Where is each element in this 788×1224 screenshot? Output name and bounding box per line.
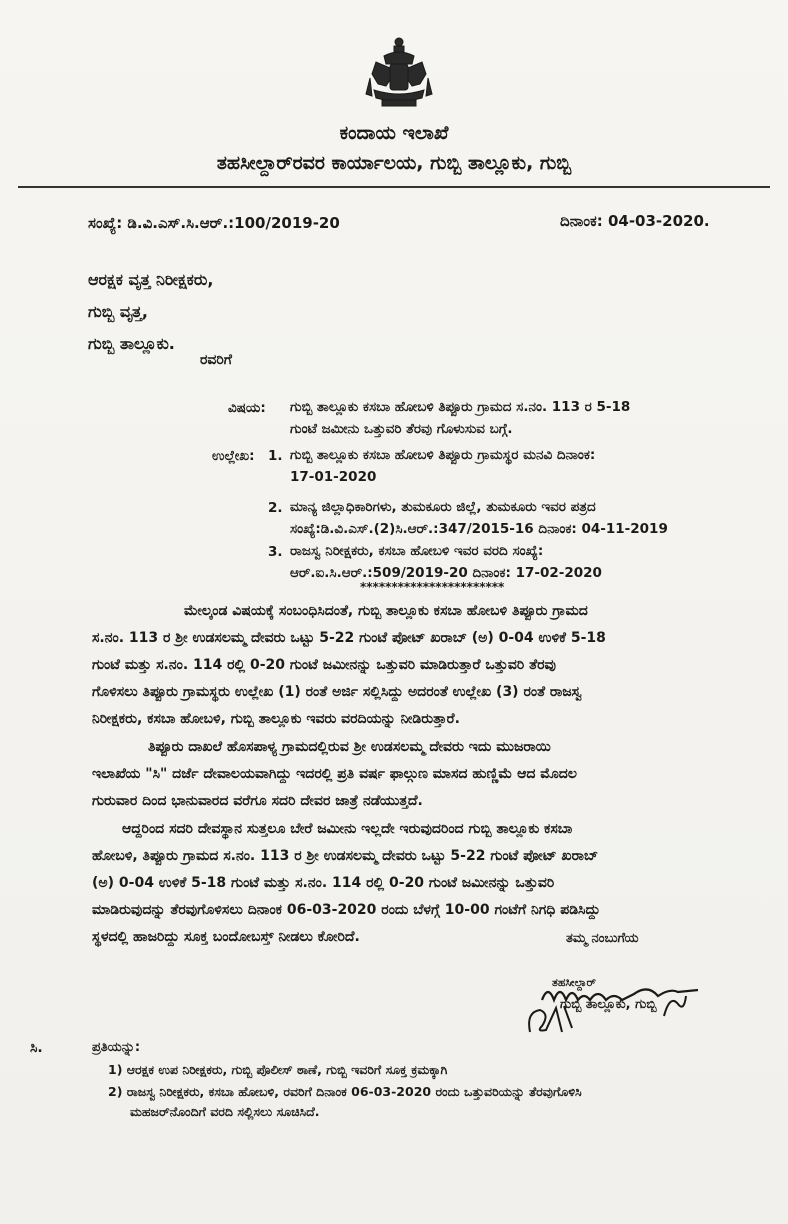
subject-text xyxy=(290,396,710,440)
section-separator: *********************** xyxy=(360,580,505,594)
body-line: ಗುಂಟೆ ಮತ್ತು ಸ.ನಂ. 114 ರಲ್ಲಿ 0-20 ಗುಂಟೆ ಜಮೀನನ್ನು ಒತ್ತುವರಿ ಮಾಡಿರುತ್ತಾರೆ ಒತ್ತುವರಿ ತೆರವು xyxy=(92,657,556,673)
body-line: ಗುರುವಾರ ದಿಂದ ಭಾನುವಾರದ ವರೆಗೂ ಸದರಿ ದೇವರ ಜಾತ್ರೆ ನಡೆಯುತ್ತದೆ. xyxy=(92,793,423,809)
reference-item-line: ಗುಬ್ಬಿ ತಾಲ್ಲೂಕು ಕಸಬಾ ಹೋಬಳಿ ತಿಪ್ಪೂರು ಗ್ರಾಮಸ್ಥರ ಮನವಿ ದಿನಾಂಕ: xyxy=(290,447,596,463)
reference-item-number: 1. xyxy=(268,448,283,464)
office-heading: ತಹಸೀಲ್ದಾರ್‌ರವರ ಕಾರ್ಯಾಲಯ, ಗುಬ್ಬಿ ತಾಲ್ಲೂಕು, ಗುಬ್ಬಿ xyxy=(216,152,572,174)
body-line: ಸ್ಥಳದಲ್ಲಿ ಹಾಜರಿದ್ದು ಸೂಕ್ತ ಬಂದೋಬಸ್ತ್ ನೀಡಲು ಕೋರಿದೆ. xyxy=(92,929,360,945)
department-heading: ಕಂದಾಯ ಇಲಾಖೆ xyxy=(339,122,449,144)
karnataka-state-emblem-icon xyxy=(364,34,434,112)
signoff-office-text: ಗುಬ್ಬಿ ತಾಲ್ಲೂಕು, ಗುಬ್ಬಿ xyxy=(560,997,657,1012)
addressee-line-4: ರವರಿಗೆ xyxy=(200,352,232,368)
reference-item xyxy=(290,496,710,540)
subject-label: ವಿಷಯ: xyxy=(228,400,266,416)
copy-item: 1) ಆರಕ್ಷಕ ಉಪ ನಿರೀಕ್ಷಕರು, ಗುಬ್ಬಿ ಪೊಲೀಸ್ ಠಾಣೆ, ಗುಬ್ಬಿ ಇವರಿಗೆ ಸೂಕ್ತ ಕ್ರಮಕ್ಕಾಗಿ xyxy=(108,1062,448,1077)
subject-line-1: ಗುಬ್ಬಿ ತಾಲ್ಲೂಕು ಕಸಬಾ ಹೋಬಳಿ ತಿಪ್ಪೂರು ಗ್ರಾಮದ ಸ.ನಂ. 113 ರ 5-18 xyxy=(290,399,631,415)
letter-date: ದಿನಾಂಕ: 04-03-2020. xyxy=(560,212,710,230)
body-line: (ಅ) 0-04 ಉಳಿಕೆ 5-18 ಗುಂಟೆ ಮತ್ತು ಸ.ನಂ. 114 ರಲ್ಲಿ 0-20 ಗುಂಟೆ ಜಮೀನನ್ನು ಒತ್ತುವರಿ xyxy=(92,875,555,891)
reference-item-line: ಆರ್.ಐ.ಸಿ.ಆರ್.:509/2019-20 ದಿನಾಂಕ: 17-02-2020 xyxy=(290,565,602,581)
body-line: ಹೋಬಳಿ, ತಿಪ್ಪೂರು ಗ್ರಾಮದ ಸ.ನಂ. 113 ರ ಶ್ರೀ ಉಡಸಲಮ್ಮ ದೇವರು ಒಟ್ಟು 5-22 ಗುಂಟೆ ಪೋಟ್ ಖರಾಬ್ xyxy=(92,848,599,864)
initials-mark xyxy=(522,992,582,1040)
body-line: ಸ.ನಂ. 113 ರ ಶ್ರೀ ಉಡಸಲಮ್ಮ ದೇವರು ಒಟ್ಟು 5-22 ಗುಂಟೆ ಪೋಟ್ ಖರಾಬ್ (ಅ) 0-04 ಉಳಿಕೆ 5-18 xyxy=(92,630,606,646)
body-line: ಮಾಡಿರುವುದನ್ನು ತೆರವುಗೊಳಿಸಲು ದಿನಾಂಕ 06-03-2020 ರಂದು ಬೆಳಗ್ಗೆ 10-00 ಗಂಟೆಗೆ ನಿಗಧಿ ಪಡಿಸಿದ್ದು xyxy=(92,902,601,918)
references-label: ಉಲ್ಲೇಖ: xyxy=(212,448,255,464)
addressee-line-2: ಗುಬ್ಬಿ ವೃತ್ತ, xyxy=(88,302,148,321)
body-paragraph-2 xyxy=(92,734,722,815)
body-line: ಗೊಳಿಸಲು ತಿಪ್ಪೂರು ಗ್ರಾಮಸ್ಥರು ಉಲ್ಲೇಖ (1) ರಂತೆ ಅರ್ಜಿ ಸಲ್ಲಿಸಿದ್ದು ಅದರಂತೆ ಉಲ್ಲೇಖ (3) ರಂತೆ ರಾಜಸ್ವ xyxy=(92,684,582,700)
reference-item-line: ಸಂಖ್ಯೆ:ಡಿ.ವಿ.ಎಸ್.(2)ಸಿ.ಆರ್.:347/2015-16 ದಿನಾಂಕ: 04-11-2019 xyxy=(290,521,668,537)
designation-text: ತಹಸೀಲ್ದಾರ್ xyxy=(552,976,596,989)
copy-item: ಮಹಜರ್‌ನೊಂದಿಗೆ ವರದಿ ಸಲ್ಲಿಸಲು ಸೂಚಿಸಿದೆ. xyxy=(130,1104,320,1119)
body-line: ಮೇಲ್ಕಂಡ ವಿಷಯಕ್ಕೆ ಸಂಬಂಧಿಸಿದಂತೆ, ಗುಬ್ಬಿ ತಾಲ್ಲೂಕು ಕಸಬಾ ಹೋಬಳಿ ತಿಪ್ಪೂರು ಗ್ರಾಮದ xyxy=(184,603,588,619)
body-line: ಆದ್ದರಿಂದ ಸದರಿ ದೇವಸ್ಥಾನ ಸುತ್ತಲೂ ಬೇರೆ ಜಮೀನು ಇಲ್ಲದೇ ಇರುವುದರಿಂದ ಗುಬ್ಬಿ ತಾಲ್ಲೂಕು ಕಸಬಾ xyxy=(122,821,573,837)
reference-number: ಸಂಖ್ಯೆ: ಡಿ.ವಿ.ಎಸ್.ಸಿ.ಆರ್.:100/2019-20 xyxy=(88,214,340,232)
reference-item-number: 2. xyxy=(268,500,283,516)
reference-item-line: ಮಾನ್ಯ ಜಿಲ್ಲಾಧಿಕಾರಿಗಳು, ತುಮಕೂರು ಜಿಲ್ಲೆ, ತುಮಕೂರು ಇವರ ಪತ್ರದ xyxy=(290,499,596,515)
copy-item: 2) ರಾಜಸ್ವ ನಿರೀಕ್ಷಕರು, ಕಸಬಾ ಹೋಬಳಿ, ರವರಿಗೆ ದಿನಾಂಕ 06-03-2020 ರಂದು ಒತ್ತುವರಿಯನ್ನು ತೆರವುಗೊಳಿಸಿ xyxy=(108,1084,582,1099)
addressee-line-3: ಗುಬ್ಬಿ ತಾಲ್ಲೂಕು. xyxy=(88,334,175,353)
closing-text: ತಮ್ಮ ನಂಬುಗೆಯ xyxy=(566,931,639,946)
body-line: ತಿಪ್ಪೂರು ದಾಖಲೆ ಹೊಸಪಾಳ್ಯ ಗ್ರಾಮದಲ್ಲಿರುವ ಶ್ರೀ ಉಡಸಲಮ್ಮ ದೇವರು ಇದು ಮುಜರಾಯಿ xyxy=(148,739,551,755)
margin-mark: ಸಿ. xyxy=(30,1040,43,1056)
body-paragraph-1 xyxy=(92,598,722,733)
header-divider xyxy=(18,186,770,188)
addressee-line-1: ಆರಕ್ಷಕ ವೃತ್ತ ನಿರೀಕ್ಷಕರು, xyxy=(88,270,214,289)
reference-item-line: ರಾಜಸ್ವ ನಿರೀಕ್ಷಕರು, ಕಸಬಾ ಹೋಬಳಿ ಇವರ ವರದಿ ಸಂಖ್ಯೆ: xyxy=(290,543,544,559)
reference-item-number: 3. xyxy=(268,544,283,560)
reference-item xyxy=(290,444,710,488)
reference-item xyxy=(290,540,710,584)
body-line: ಇಲಾಖೆಯ "ಸಿ" ದರ್ಜೆ ದೇವಾಲಯವಾಗಿದ್ದು ಇದರಲ್ಲಿ ಪ್ರತಿ ವರ್ಷ ಫಾಲ್ಗುಣ ಮಾಸದ ಹುಣ್ಣಿಮೆ ಆದ ಮೊದಲ xyxy=(92,766,577,782)
subject-line-2: ಗುಂಟೆ ಜಮೀನು ಒತ್ತುವರಿ ತೆರವು ಗೊಳುಸುವ ಬಗ್ಗೆ. xyxy=(290,421,513,437)
stamp-mark xyxy=(660,990,690,1020)
body-line: ನಿರೀಕ್ಷಕರು, ಕಸಬಾ ಹೋಬಳಿ, ಗುಬ್ಬಿ ತಾಲ್ಲೂಕು ಇವರು ವರದಿಯನ್ನು ನೀಡಿರುತ್ತಾರೆ. xyxy=(92,711,460,727)
copies-label: ಪ್ರತಿಯನ್ನು: xyxy=(92,1040,141,1055)
reference-item-line: 17-01-2020 xyxy=(290,469,377,485)
